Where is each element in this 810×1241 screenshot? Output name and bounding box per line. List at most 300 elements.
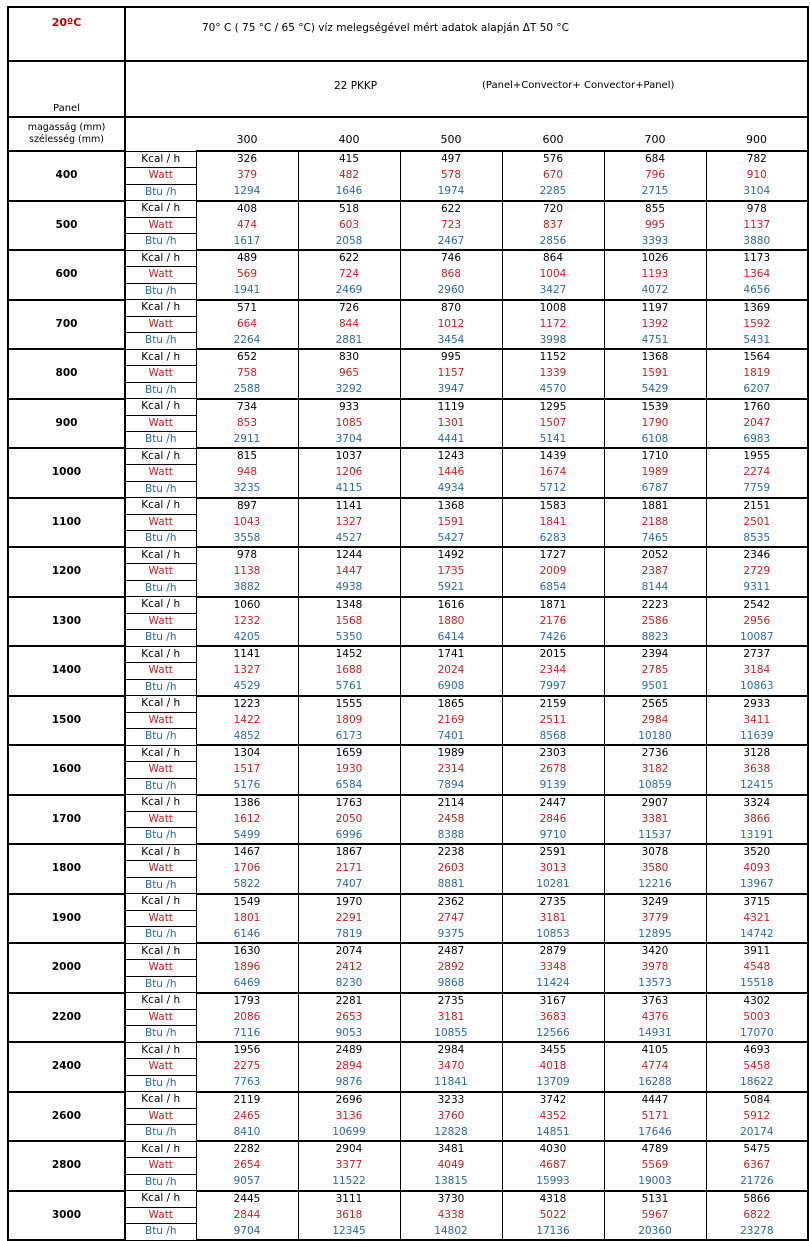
value-cell: 4938 [298, 580, 400, 597]
value-cell: 13709 [502, 1075, 604, 1092]
value-cell: 3182 [604, 762, 706, 779]
value-cell: 3181 [502, 910, 604, 927]
value-cell: 6283 [502, 531, 604, 548]
value-cell: 1026 [604, 250, 706, 267]
unit-label: Watt [125, 366, 196, 383]
table-row [8, 1075, 808, 1092]
value-cell: 1880 [400, 613, 502, 630]
value-cell: 7426 [502, 630, 604, 647]
value-cell: 1301 [400, 415, 502, 432]
value-cell: 8388 [400, 828, 502, 845]
value-cell: 7763 [196, 1075, 298, 1092]
value-cell: 6787 [604, 481, 706, 498]
value-cell: 1549 [196, 894, 298, 911]
value-cell: 3233 [400, 1092, 502, 1109]
panel-height-cell: 1600 [8, 745, 125, 795]
value-cell: 2588 [196, 382, 298, 399]
value-cell: 8568 [502, 729, 604, 746]
value-cell: 7819 [298, 927, 400, 944]
value-cell: 2511 [502, 712, 604, 729]
value-cell: 4205 [196, 630, 298, 647]
value-cell: 853 [196, 415, 298, 432]
value-cell: 6996 [298, 828, 400, 845]
value-cell: 1616 [400, 597, 502, 614]
width-header: 600 [502, 117, 604, 151]
value-cell: 576 [502, 151, 604, 168]
value-cell: 11424 [502, 976, 604, 993]
value-cell: 1173 [706, 250, 808, 267]
unit-label: Watt [125, 1108, 196, 1125]
panel-height-cell: 1300 [8, 597, 125, 647]
value-cell: 2960 [400, 283, 502, 300]
table-row [8, 630, 808, 647]
value-cell: 1974 [400, 184, 502, 201]
value-cell: 2188 [604, 514, 706, 531]
value-cell: 2747 [400, 910, 502, 927]
value-cell: 4018 [502, 1059, 604, 1076]
value-cell: 8230 [298, 976, 400, 993]
value-cell: 1422 [196, 712, 298, 729]
unit-label: Kcal / h [125, 597, 196, 614]
value-cell: 2984 [604, 712, 706, 729]
temperature-label: 20ºC [8, 7, 125, 61]
value-cell: 2458 [400, 811, 502, 828]
value-cell: 5912 [706, 1108, 808, 1125]
unit-label: Btu /h [125, 679, 196, 696]
value-cell: 13815 [400, 1174, 502, 1191]
value-cell: 5131 [604, 1191, 706, 1208]
value-cell: 10281 [502, 877, 604, 894]
unit-label: Watt [125, 1059, 196, 1076]
value-cell: 910 [706, 168, 808, 185]
value-cell: 1439 [502, 448, 604, 465]
unit-label: Watt [125, 564, 196, 581]
value-cell: 664 [196, 316, 298, 333]
table-row [8, 151, 808, 168]
value-cell: 4093 [706, 861, 808, 878]
value-cell: 1492 [400, 547, 502, 564]
value-cell: 10859 [604, 778, 706, 795]
table-row [8, 1108, 808, 1125]
value-cell: 1867 [298, 844, 400, 861]
value-cell: 2176 [502, 613, 604, 630]
value-cell: 1539 [604, 399, 706, 416]
table-row [8, 795, 808, 812]
value-cell: 569 [196, 267, 298, 284]
value-cell: 3978 [604, 960, 706, 977]
table-row [8, 399, 808, 416]
value-cell: 1896 [196, 960, 298, 977]
table-row [8, 382, 808, 399]
value-cell: 21726 [706, 1174, 808, 1191]
value-cell: 1386 [196, 795, 298, 812]
value-cell: 864 [502, 250, 604, 267]
value-cell: 2171 [298, 861, 400, 878]
value-cell: 1037 [298, 448, 400, 465]
value-cell: 5761 [298, 679, 400, 696]
value-cell: 3454 [400, 333, 502, 350]
value-cell: 830 [298, 349, 400, 366]
value-cell: 3730 [400, 1191, 502, 1208]
value-cell: 622 [400, 201, 502, 218]
value-cell: 5822 [196, 877, 298, 894]
value-cell: 844 [298, 316, 400, 333]
value-cell: 14742 [706, 927, 808, 944]
value-cell: 10863 [706, 679, 808, 696]
value-cell: 2285 [502, 184, 604, 201]
value-cell: 2052 [604, 547, 706, 564]
value-cell: 1941 [196, 283, 298, 300]
value-cell: 4376 [604, 1009, 706, 1026]
value-cell: 1871 [502, 597, 604, 614]
unit-label: Kcal / h [125, 844, 196, 861]
value-cell: 4527 [298, 531, 400, 548]
unit-label: Watt [125, 613, 196, 630]
unit-label: Kcal / h [125, 1141, 196, 1158]
value-cell: 2291 [298, 910, 400, 927]
value-cell: 1970 [298, 894, 400, 911]
table-row [8, 316, 808, 333]
value-cell: 7759 [706, 481, 808, 498]
value-cell: 11841 [400, 1075, 502, 1092]
value-cell: 2465 [196, 1108, 298, 1125]
value-cell: 2362 [400, 894, 502, 911]
value-cell: 3235 [196, 481, 298, 498]
table-row [8, 679, 808, 696]
value-cell: 4693 [706, 1042, 808, 1059]
table-row [8, 646, 808, 663]
value-cell: 622 [298, 250, 400, 267]
value-cell: 578 [400, 168, 502, 185]
unit-label: Watt [125, 960, 196, 977]
value-cell: 2412 [298, 960, 400, 977]
value-cell: 4570 [502, 382, 604, 399]
value-cell: 4105 [604, 1042, 706, 1059]
value-cell: 14931 [604, 1026, 706, 1043]
value-cell: 5171 [604, 1108, 706, 1125]
value-cell: 1348 [298, 597, 400, 614]
unit-label: Btu /h [125, 1224, 196, 1241]
unit-label: Btu /h [125, 531, 196, 548]
value-cell: 1467 [196, 844, 298, 861]
value-cell: 995 [604, 217, 706, 234]
table-row [8, 300, 808, 317]
value-cell: 5022 [502, 1207, 604, 1224]
table-row [8, 1224, 808, 1241]
panel-height-cell: 1400 [8, 646, 125, 696]
unit-label: Btu /h [125, 580, 196, 597]
value-cell: 12566 [502, 1026, 604, 1043]
value-cell: 17646 [604, 1125, 706, 1142]
value-cell: 1392 [604, 316, 706, 333]
unit-label: Kcal / h [125, 795, 196, 812]
value-cell: 5712 [502, 481, 604, 498]
table-row [8, 861, 808, 878]
value-cell: 4302 [706, 993, 808, 1010]
width-header: 900 [706, 117, 808, 151]
value-cell: 1141 [196, 646, 298, 663]
value-cell: 2314 [400, 762, 502, 779]
value-cell: 7997 [502, 679, 604, 696]
value-cell: 746 [400, 250, 502, 267]
value-cell: 1989 [400, 745, 502, 762]
panel-height-cell: 900 [8, 399, 125, 449]
value-cell: 9876 [298, 1075, 400, 1092]
value-cell: 10855 [400, 1026, 502, 1043]
table-row [8, 729, 808, 746]
value-cell: 5921 [400, 580, 502, 597]
unit-label: Watt [125, 762, 196, 779]
value-cell: 1327 [298, 514, 400, 531]
table-row [8, 481, 808, 498]
value-cell: 1989 [604, 465, 706, 482]
value-cell: 3882 [196, 580, 298, 597]
value-cell: 5084 [706, 1092, 808, 1109]
value-cell: 2565 [604, 696, 706, 713]
value-cell: 734 [196, 399, 298, 416]
value-cell: 6908 [400, 679, 502, 696]
value-cell: 4852 [196, 729, 298, 746]
value-cell: 9057 [196, 1174, 298, 1191]
unit-label: Btu /h [125, 333, 196, 350]
unit-label: Btu /h [125, 234, 196, 251]
panel-height-cell: 2200 [8, 993, 125, 1043]
value-cell: 3715 [706, 894, 808, 911]
unit-label: Watt [125, 465, 196, 482]
value-cell: 3683 [502, 1009, 604, 1026]
value-cell: 4049 [400, 1158, 502, 1175]
value-cell: 3866 [706, 811, 808, 828]
value-cell: 474 [196, 217, 298, 234]
unit-label: Btu /h [125, 778, 196, 795]
unit-label: Btu /h [125, 481, 196, 498]
panel-height-cell: 700 [8, 300, 125, 350]
unit-label: Kcal / h [125, 1042, 196, 1059]
table-row [8, 1042, 808, 1059]
value-cell: 1008 [502, 300, 604, 317]
unit-label: Btu /h [125, 828, 196, 845]
value-cell: 23278 [706, 1224, 808, 1241]
value-cell: 2715 [604, 184, 706, 201]
value-cell: 2050 [298, 811, 400, 828]
value-cell: 1119 [400, 399, 502, 416]
value-cell: 3128 [706, 745, 808, 762]
value-cell: 2086 [196, 1009, 298, 1026]
unit-label: Btu /h [125, 1174, 196, 1191]
value-cell: 995 [400, 349, 502, 366]
value-cell: 2586 [604, 613, 706, 630]
unit-label: Kcal / h [125, 448, 196, 465]
value-cell: 1327 [196, 663, 298, 680]
value-cell: 1583 [502, 498, 604, 515]
unit-label: Kcal / h [125, 300, 196, 317]
panel-height-cell: 1000 [8, 448, 125, 498]
value-cell: 1809 [298, 712, 400, 729]
panel-height-cell: 2800 [8, 1141, 125, 1191]
value-cell: 12415 [706, 778, 808, 795]
value-cell: 12345 [298, 1224, 400, 1241]
panel-height-cell: 2400 [8, 1042, 125, 1092]
value-cell: 758 [196, 366, 298, 383]
value-cell: 1763 [298, 795, 400, 812]
value-cell: 6207 [706, 382, 808, 399]
value-cell: 3181 [400, 1009, 502, 1026]
value-cell: 2856 [502, 234, 604, 251]
table-row [8, 234, 808, 251]
value-cell: 15993 [502, 1174, 604, 1191]
value-cell: 2904 [298, 1141, 400, 1158]
value-cell: 3393 [604, 234, 706, 251]
value-cell: 1674 [502, 465, 604, 482]
value-cell: 2047 [706, 415, 808, 432]
value-cell: 1369 [706, 300, 808, 317]
value-cell: 2074 [298, 943, 400, 960]
table-row [8, 547, 808, 564]
unit-label: Watt [125, 217, 196, 234]
unit-label: Watt [125, 316, 196, 333]
value-cell: 3760 [400, 1108, 502, 1125]
unit-label: Kcal / h [125, 646, 196, 663]
value-cell: 2879 [502, 943, 604, 960]
value-cell: 2387 [604, 564, 706, 581]
value-cell: 5866 [706, 1191, 808, 1208]
value-cell: 1591 [604, 366, 706, 383]
value-cell: 1304 [196, 745, 298, 762]
unit-label: Kcal / h [125, 151, 196, 168]
table-row [8, 894, 808, 911]
value-cell: 2024 [400, 663, 502, 680]
value-cell: 855 [604, 201, 706, 218]
table-row [8, 844, 808, 861]
value-cell: 10853 [502, 927, 604, 944]
model-description: (Panel+Convector+ Convector+Panel) [482, 80, 675, 91]
value-cell: 4789 [604, 1141, 706, 1158]
value-cell: 3618 [298, 1207, 400, 1224]
unit-label: Kcal / h [125, 1092, 196, 1109]
value-cell: 2119 [196, 1092, 298, 1109]
value-cell: 815 [196, 448, 298, 465]
table-row [8, 613, 808, 630]
value-cell: 2736 [604, 745, 706, 762]
value-cell: 1688 [298, 663, 400, 680]
unit-header-spacer [125, 117, 196, 151]
value-cell: 897 [196, 498, 298, 515]
table-row [8, 960, 808, 977]
panel-height-cell: 1500 [8, 696, 125, 746]
value-cell: 1294 [196, 184, 298, 201]
value-cell: 5350 [298, 630, 400, 647]
value-cell: 1956 [196, 1042, 298, 1059]
table-row [8, 498, 808, 515]
value-cell: 4115 [298, 481, 400, 498]
table-row [8, 267, 808, 284]
value-cell: 1710 [604, 448, 706, 465]
value-cell: 2281 [298, 993, 400, 1010]
value-cell: 2894 [298, 1059, 400, 1076]
value-cell: 1364 [706, 267, 808, 284]
value-cell: 6584 [298, 778, 400, 795]
unit-label: Watt [125, 1009, 196, 1026]
table-row [8, 1158, 808, 1175]
value-cell: 6173 [298, 729, 400, 746]
value-cell: 2151 [706, 498, 808, 515]
value-cell: 16288 [604, 1075, 706, 1092]
table-title: 70° C ( 75 °C / 65 °C) víz melegségével mért adatok alapján ΔT 50 °C [125, 7, 808, 61]
value-cell: 2933 [706, 696, 808, 713]
unit-label: Btu /h [125, 184, 196, 201]
width-header: 300 [196, 117, 298, 151]
value-cell: 723 [400, 217, 502, 234]
value-cell: 4548 [706, 960, 808, 977]
table-row [8, 283, 808, 300]
value-cell: 684 [604, 151, 706, 168]
value-cell: 1197 [604, 300, 706, 317]
value-cell: 782 [706, 151, 808, 168]
value-cell: 2282 [196, 1141, 298, 1158]
value-cell: 603 [298, 217, 400, 234]
value-cell: 13191 [706, 828, 808, 845]
value-cell: 12828 [400, 1125, 502, 1142]
unit-label: Watt [125, 168, 196, 185]
unit-label: Watt [125, 1158, 196, 1175]
value-cell: 9710 [502, 828, 604, 845]
value-cell: 2169 [400, 712, 502, 729]
value-cell: 1865 [400, 696, 502, 713]
value-cell: 2114 [400, 795, 502, 812]
value-cell: 2275 [196, 1059, 298, 1076]
value-cell: 8144 [604, 580, 706, 597]
value-cell: 2159 [502, 696, 604, 713]
value-cell: 1517 [196, 762, 298, 779]
value-cell: 2892 [400, 960, 502, 977]
value-cell: 5431 [706, 333, 808, 350]
value-cell: 652 [196, 349, 298, 366]
panel-label: Panel [8, 61, 125, 117]
value-cell: 4656 [706, 283, 808, 300]
value-cell: 20360 [604, 1224, 706, 1241]
value-cell: 2394 [604, 646, 706, 663]
value-cell: 2489 [298, 1042, 400, 1059]
value-cell: 1138 [196, 564, 298, 581]
value-cell: 7116 [196, 1026, 298, 1043]
unit-label: Kcal / h [125, 250, 196, 267]
value-cell: 3013 [502, 861, 604, 878]
value-cell: 3420 [604, 943, 706, 960]
value-cell: 2603 [400, 861, 502, 878]
value-cell: 1760 [706, 399, 808, 416]
value-cell: 3763 [604, 993, 706, 1010]
value-cell: 1157 [400, 366, 502, 383]
unit-label: Btu /h [125, 729, 196, 746]
value-cell: 1368 [604, 349, 706, 366]
unit-label: Btu /h [125, 1026, 196, 1043]
unit-label: Kcal / h [125, 993, 196, 1010]
panel-height-cell: 1100 [8, 498, 125, 548]
value-cell: 3167 [502, 993, 604, 1010]
value-cell: 1507 [502, 415, 604, 432]
unit-label: Btu /h [125, 283, 196, 300]
table-row [8, 531, 808, 548]
value-cell: 1339 [502, 366, 604, 383]
table-row [8, 201, 808, 218]
unit-label: Btu /h [125, 382, 196, 399]
table-row [8, 943, 808, 960]
table-row [8, 1125, 808, 1142]
value-cell: 4321 [706, 910, 808, 927]
value-cell: 1646 [298, 184, 400, 201]
value-cell: 870 [400, 300, 502, 317]
value-cell: 2844 [196, 1207, 298, 1224]
